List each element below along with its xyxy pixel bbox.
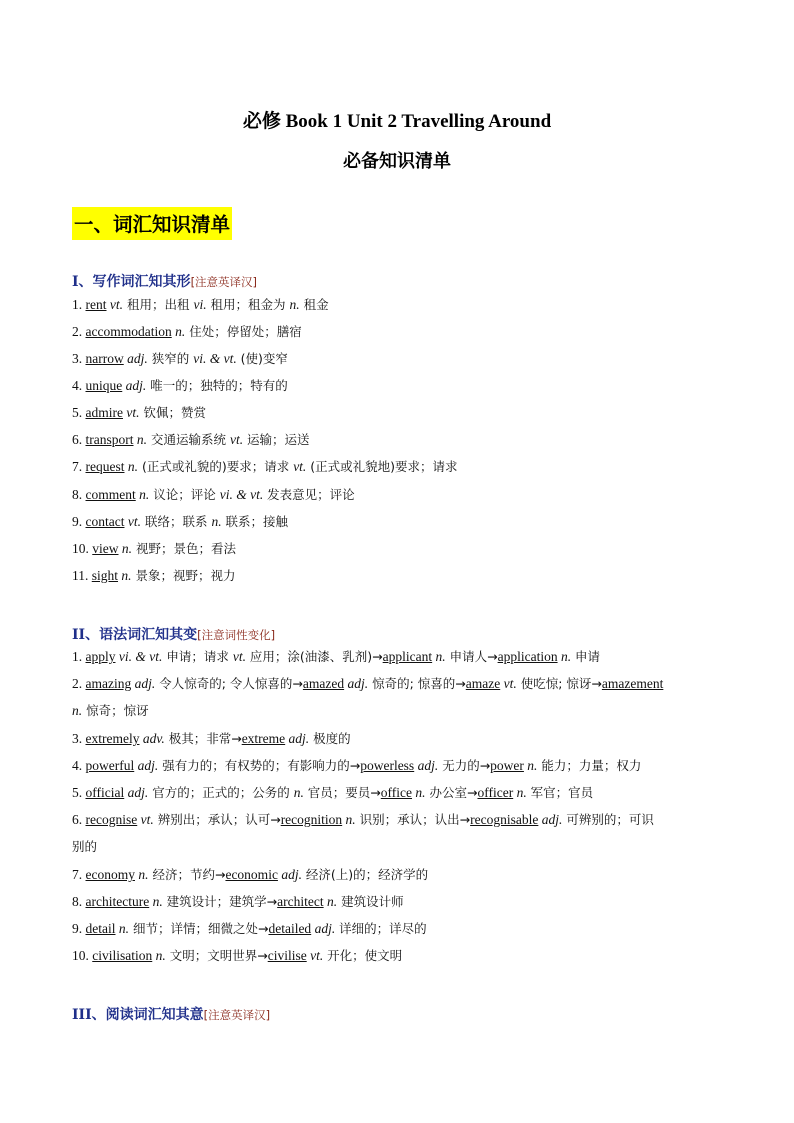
vocab-line [72, 566, 236, 584]
item-number: 10. [72, 948, 93, 963]
part-of-speech: adj. [134, 758, 159, 773]
part-of-speech: vt. [137, 812, 154, 827]
item-number: 1. [72, 649, 86, 664]
part-of-speech: adv. [139, 731, 165, 746]
vocab-line [72, 946, 402, 964]
definition-text: 使吃惊; 惊讶→ [516, 676, 602, 691]
part-of-speech: n. [323, 894, 338, 909]
definition-text: 强有力的；有权势的；有影响力的→ [158, 758, 361, 773]
definition-text: 联系；接触 [221, 514, 289, 529]
part-of-speech: n. [211, 514, 222, 529]
vocab-word: official [85, 785, 125, 800]
item-number: 3. [72, 351, 86, 366]
definition-text: 军官；官员 [526, 785, 594, 800]
definition-text: 无力的→ [438, 758, 491, 773]
part-of-speech: n. [289, 297, 300, 312]
vocab-word: civilisation [92, 948, 153, 963]
part-of-speech: n. [293, 785, 304, 800]
vocab-word: comment [85, 487, 136, 502]
definition-text: 钦佩；赞赏 [139, 405, 206, 420]
definition-text: 经济；节约→ [148, 867, 226, 882]
vocab-word: view [92, 541, 119, 556]
vocab-line [72, 512, 288, 530]
definition-text: 交通运输系统 [147, 432, 230, 447]
part-of-speech: n. [135, 487, 150, 502]
vocab-word: economy [85, 867, 135, 882]
part-of-speech: vi. & vt. [115, 649, 163, 664]
vocab-line [72, 485, 355, 503]
definition-text: 开化；使文明 [323, 948, 403, 963]
item-number: 4. [72, 378, 86, 393]
part-of-speech: n. [133, 432, 147, 447]
definition-text: 狭窄的 [147, 351, 194, 366]
vocab-word: accommodation [85, 324, 172, 339]
vocab-line [72, 457, 458, 475]
definition-text: 极度的 [309, 731, 351, 746]
part-of-speech: n. [171, 324, 186, 339]
part-of-speech: adj. [344, 676, 369, 691]
vocab-word: powerful [85, 758, 135, 773]
definition-text: 景象；视野；视力 [131, 568, 236, 583]
vocab-word: amazement [601, 676, 664, 691]
definition-text: 申请 [571, 649, 601, 664]
definition-text: 申请人→ [445, 649, 498, 664]
vocab-line [72, 403, 206, 421]
definition-text: 可辨别的；可识 [562, 812, 654, 827]
part-of-speech: n. [118, 568, 132, 583]
definition-text: 识别；承认；认出→ [355, 812, 471, 827]
definition-text: 令人惊奇的; 令人惊喜的→ [155, 676, 303, 691]
part-of-speech: n. [523, 758, 538, 773]
item-number: 2. [72, 676, 86, 691]
item-number: 8. [72, 894, 86, 909]
vocab-line [72, 322, 302, 340]
part-of-speech: n. [72, 703, 83, 718]
section-heading-text: III、阅读词汇知其意 [72, 1007, 204, 1023]
part-of-speech: adj. [122, 378, 147, 393]
part-of-speech: adj. [538, 812, 563, 827]
definition-text: 官员；要员→ [303, 785, 381, 800]
definition-text: 办公室→ [425, 785, 478, 800]
definition-text: 发表意见；评论 [263, 487, 355, 502]
vocab-word: extreme [241, 731, 286, 746]
part-of-speech: n. [152, 948, 166, 963]
part-of-speech: adj. [124, 785, 149, 800]
part-of-speech: n. [135, 867, 149, 882]
definition-text: 租用；出租 [123, 297, 194, 312]
section-note: [注意词性变化] [197, 628, 276, 642]
definition-text: 详细的；详尽的 [335, 921, 427, 936]
definition-text: 住处；停留处；膳宿 [185, 324, 302, 339]
definition-text: 应用；涂(油漆、乳剂)→ [245, 649, 383, 664]
part-of-speech: adj. [277, 867, 302, 882]
item-number: 11. [72, 568, 92, 583]
vocab-word: extremely [85, 731, 140, 746]
definition-text: 官方的；正式的；公务的 [148, 785, 294, 800]
definition-text: 视野；景色；看法 [132, 541, 236, 556]
vocab-line [72, 349, 288, 367]
vocab-word: sight [91, 568, 119, 583]
section-heading [72, 624, 275, 644]
vocab-word: power [490, 758, 524, 773]
vocab-line [72, 756, 641, 774]
item-number: 8. [72, 487, 86, 502]
part-of-speech: n. [149, 894, 163, 909]
page-title: 必修 Book 1 Unit 2 Travelling Around [242, 111, 552, 132]
vocab-word: powerless [360, 758, 415, 773]
part-of-speech: adj. [131, 676, 156, 691]
vocab-line [72, 376, 288, 394]
item-number: 5. [72, 405, 86, 420]
definition-text: 经济(上)的；经济学的 [301, 867, 429, 882]
section-note: [注意英译汉] [203, 1008, 271, 1022]
vocab-line [72, 892, 404, 910]
vocab-line [72, 729, 351, 747]
vocab-line [72, 837, 97, 855]
item-number: 6. [72, 812, 86, 827]
vocab-line [72, 783, 593, 801]
vocab-line [72, 865, 428, 883]
definition-text: (正式或礼貌的)要求；请求 [137, 459, 294, 474]
part-of-speech: n. [412, 785, 426, 800]
part-of-speech: vt. [232, 649, 246, 664]
section-heading-text: I、写作词汇知其形 [72, 274, 191, 290]
section-heading-text: II、语法词汇知其变 [72, 627, 198, 643]
vocab-word: applicant [382, 649, 433, 664]
definition-text: 议论；评论 [149, 487, 220, 502]
section-heading [72, 1004, 270, 1024]
vocab-line [72, 295, 329, 313]
definition-text: 别的 [72, 839, 98, 854]
part-of-speech: vt. [122, 405, 140, 420]
vocab-word: transport [85, 432, 134, 447]
vocab-word: economic [225, 867, 278, 882]
definition-text: 建筑设计师 [337, 894, 404, 909]
item-number: 7. [72, 459, 86, 474]
item-number: 2. [72, 324, 86, 339]
vocab-word: recognise [85, 812, 138, 827]
definition-text: 租金 [299, 297, 329, 312]
vocab-word: unique [85, 378, 123, 393]
vocab-word: narrow [85, 351, 124, 366]
part-of-speech: vi. [193, 297, 207, 312]
definition-text: 建筑设计；建筑学→ [162, 894, 278, 909]
part-of-speech: n. [342, 812, 356, 827]
part-of-speech: n. [513, 785, 527, 800]
part-of-speech: adj. [414, 758, 439, 773]
vocab-word: detailed [268, 921, 312, 936]
vocab-word: rent [85, 297, 107, 312]
definition-text: 租用；租金为 [206, 297, 290, 312]
part-of-speech: n. [118, 541, 132, 556]
item-number: 1. [72, 297, 86, 312]
section-heading [72, 271, 257, 291]
part-of-speech: vt. [124, 514, 141, 529]
definition-text: (使)变窄 [236, 351, 288, 366]
vocab-word: officer [477, 785, 514, 800]
vocab-word: architect [277, 894, 324, 909]
vocab-word: application [497, 649, 558, 664]
definition-text: 文明；文明世界→ [165, 948, 268, 963]
part-of-speech: adj. [285, 731, 310, 746]
part-of-speech: n. [124, 459, 138, 474]
vocab-line [72, 430, 310, 448]
highlighted-section-banner: 一、词汇知识清单 [72, 207, 232, 240]
vocab-line [72, 919, 427, 937]
item-number: 10. [72, 541, 93, 556]
vocab-line [72, 539, 236, 557]
definition-text: 惊奇的; 惊喜的→ [368, 676, 466, 691]
vocab-word: amazing [85, 676, 132, 691]
vocab-line [72, 674, 663, 692]
definition-text: 辨别出；承认；认可→ [153, 812, 281, 827]
item-number: 9. [72, 921, 86, 936]
part-of-speech: vt. [106, 297, 123, 312]
definition-text: 细节；详情；细微之处→ [129, 921, 269, 936]
vocab-word: contact [85, 514, 125, 529]
vocab-word: amazed [302, 676, 345, 691]
item-number: 4. [72, 758, 86, 773]
part-of-speech: n. [557, 649, 572, 664]
item-number: 3. [72, 731, 86, 746]
definition-text: 惊奇；惊讶 [82, 703, 149, 718]
vocab-word: admire [85, 405, 123, 420]
item-number: 9. [72, 514, 86, 529]
part-of-speech: adj. [311, 921, 336, 936]
part-of-speech: vi. & vt. [219, 487, 264, 502]
vocab-word: recognisable [470, 812, 539, 827]
definition-text: 申请；请求 [162, 649, 233, 664]
vocab-line [72, 701, 149, 719]
definition-text: 联络；联系 [140, 514, 212, 529]
vocab-word: request [85, 459, 125, 474]
item-number: 7. [72, 867, 86, 882]
item-number: 5. [72, 785, 86, 800]
vocab-line [72, 647, 600, 665]
part-of-speech: vi. & vt. [193, 351, 237, 366]
part-of-speech: n. [115, 921, 129, 936]
part-of-speech: n. [432, 649, 446, 664]
section-note: [注意英译汉] [190, 275, 258, 289]
vocab-word: recognition [280, 812, 343, 827]
part-of-speech: vt. [293, 459, 307, 474]
definition-text: 运输；运送 [243, 432, 310, 447]
vocab-word: office [380, 785, 413, 800]
vocab-word: apply [85, 649, 116, 664]
item-number: 6. [72, 432, 86, 447]
vocab-word: amaze [465, 676, 501, 691]
part-of-speech: vt. [306, 948, 324, 963]
vocab-word: architecture [85, 894, 150, 909]
definition-text: 能力；力量；权力 [537, 758, 642, 773]
part-of-speech: adj. [123, 351, 148, 366]
vocab-word: civilise [267, 948, 307, 963]
definition-text: 唯一的；独特的；特有的 [146, 378, 288, 393]
part-of-speech: vt. [229, 432, 244, 447]
part-of-speech: vt. [500, 676, 517, 691]
definition-text: (正式或礼貌地)要求；请求 [306, 459, 458, 474]
vocab-word: detail [85, 921, 116, 936]
definition-text: 极其；非常→ [164, 731, 242, 746]
page-subtitle: 必备知识清单 [343, 151, 451, 172]
vocab-line [72, 810, 654, 828]
